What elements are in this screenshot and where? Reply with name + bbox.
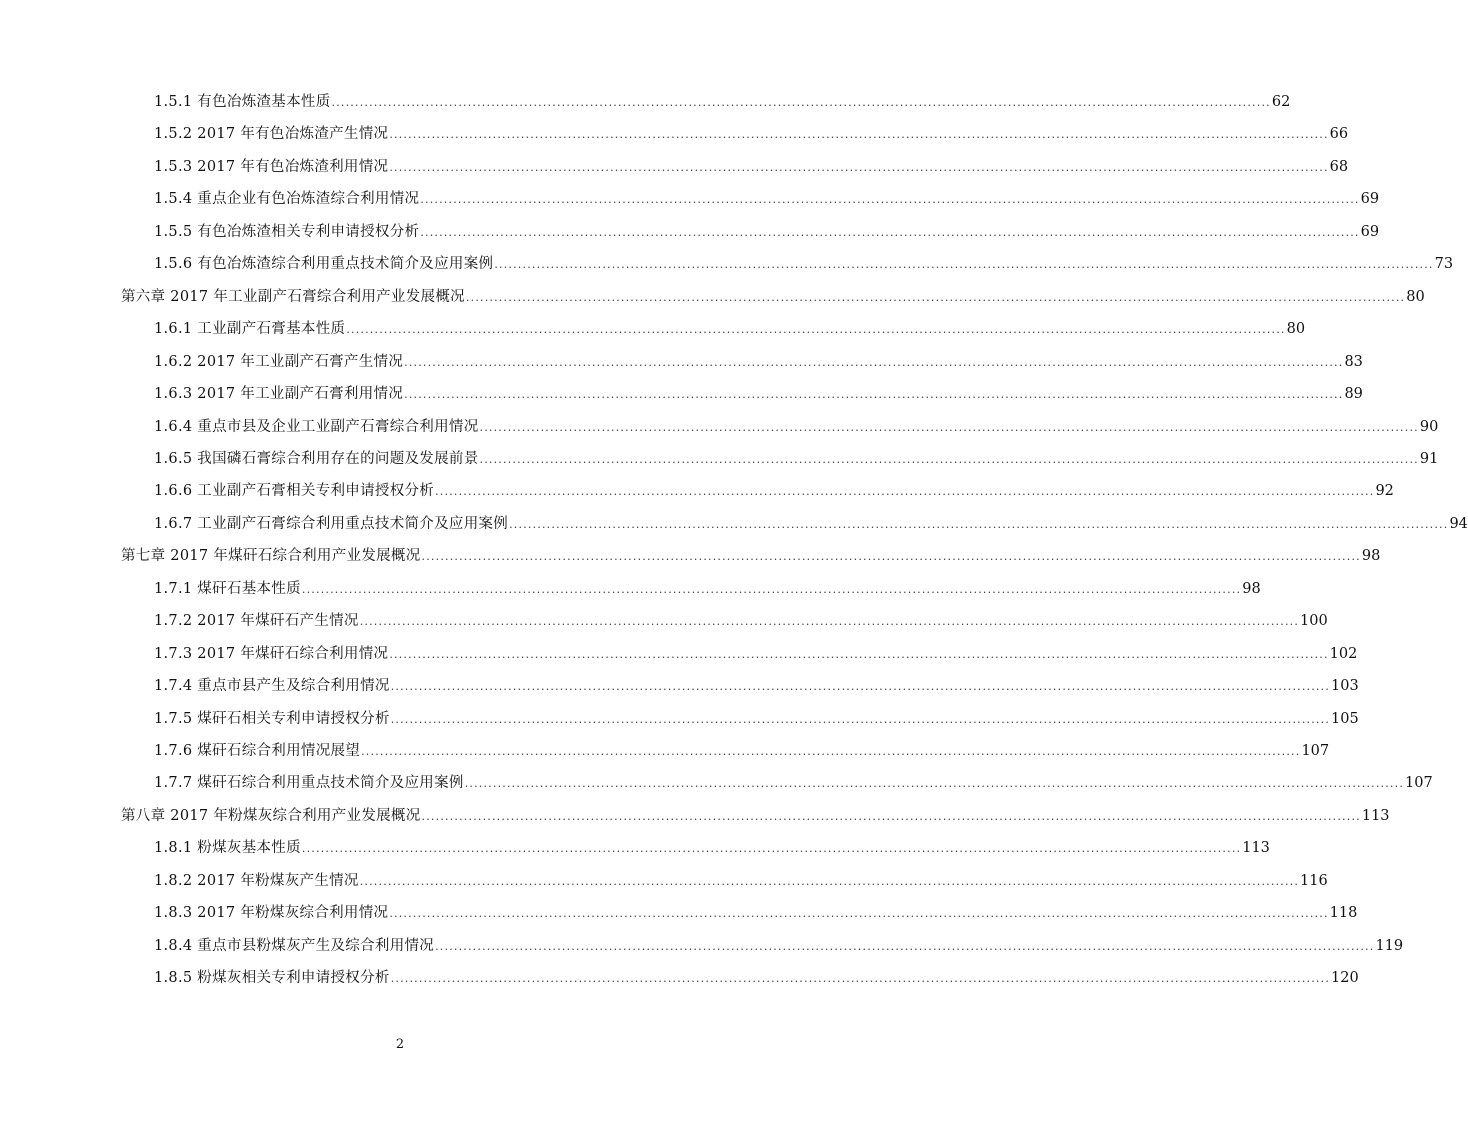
- toc-entry-title: 1.7.3 2017 年煤矸石综合利用情况: [154, 646, 389, 662]
- toc-entry-title: 1.5.1 有色冶炼渣基本性质: [154, 94, 331, 110]
- toc-entry-title: 1.8.5 粉煤灰相关专利申请授权分析: [154, 970, 390, 986]
- toc-entry-page-number: 102: [1329, 646, 1358, 662]
- toc-dot-leader: ........................................................................................................................................................................................................: [509, 518, 1449, 531]
- toc-dot-leader: ........................................................................................................................................................................................................: [301, 842, 1242, 855]
- toc-entry-page-number: 90: [1419, 419, 1439, 435]
- toc-dot-leader: ........................................................................................................................................................................................................: [464, 777, 1405, 790]
- toc-section-entry[interactable]: [154, 675, 1359, 697]
- toc-dot-leader: ........................................................................................................................................................................................................: [389, 907, 1329, 920]
- toc-entry-page-number: 119: [1375, 938, 1404, 954]
- toc-dot-leader: ........................................................................................................................................................................................................: [420, 193, 1360, 206]
- toc-entry-title: 1.8.1 粉煤灰基本性质: [154, 840, 301, 856]
- toc-entry-page-number: 68: [1329, 159, 1349, 175]
- toc-entry-title: 第七章 2017 年煤矸石综合利用产业发展概况: [121, 548, 421, 564]
- toc-entry-page-number: 100: [1300, 613, 1328, 629]
- toc-section-entry[interactable]: [154, 902, 1358, 924]
- toc-entry-title: 1.6.1 工业副产石膏基本性质: [154, 321, 346, 337]
- toc-entry-title: 1.6.6 工业副产石膏相关专利申请授权分析: [154, 483, 435, 499]
- toc-entry-title: 1.8.3 2017 年粉煤灰综合利用情况: [154, 905, 389, 921]
- toc-dot-leader: ........................................................................................................................................................................................................: [361, 745, 1301, 758]
- toc-section-entry[interactable]: [154, 253, 1454, 275]
- toc-entry-page-number: 69: [1360, 224, 1380, 240]
- toc-entry-title: 1.6.2 2017 年工业副产石膏产生情况: [154, 354, 404, 370]
- toc-section-entry[interactable]: [154, 318, 1306, 340]
- toc-entry-page-number: 94: [1449, 516, 1468, 532]
- toc-entry-title: 1.6.5 我国磷石膏综合利用存在的问题及发展前景: [154, 451, 479, 467]
- toc-entry-title: 1.7.1 煤矸石基本性质: [154, 581, 301, 597]
- toc-section-entry[interactable]: [154, 610, 1328, 632]
- toc-dot-leader: ........................................................................................................................................................................................................: [390, 713, 1331, 726]
- toc-entry-page-number: 92: [1375, 483, 1394, 499]
- toc-section-entry[interactable]: [154, 967, 1359, 989]
- toc-entry-page-number: 62: [1271, 94, 1291, 110]
- toc-dot-leader: ........................................................................................................................................................................................................: [404, 356, 1344, 369]
- toc-dot-leader: ........................................................................................................................................................................................................: [346, 323, 1286, 336]
- toc-dot-leader: ........................................................................................................................................................................................................: [389, 128, 1329, 141]
- toc-entry-title: 第八章 2017 年粉煤灰综合利用产业发展概况: [121, 808, 421, 824]
- toc-entry-title: 1.5.5 有色冶炼渣相关专利申请授权分析: [154, 224, 420, 240]
- toc-entry-page-number: 105: [1331, 711, 1359, 727]
- toc-section-entry[interactable]: [154, 643, 1358, 665]
- toc-dot-leader: ........................................................................................................................................................................................................: [390, 972, 1331, 985]
- toc-entry-page-number: 80: [1286, 321, 1306, 337]
- page-number: 2: [395, 1037, 405, 1052]
- toc-chapter-entry[interactable]: [121, 805, 1390, 827]
- toc-entry-title: 1.7.5 煤矸石相关专利申请授权分析: [154, 711, 390, 727]
- toc-chapter-entry[interactable]: [121, 545, 1381, 567]
- toc-dot-leader: ........................................................................................................................................................................................................: [421, 810, 1361, 823]
- toc-entry-title: 1.5.4 重点企业有色冶炼渣综合利用情况: [154, 191, 420, 207]
- toc-dot-leader: ........................................................................................................................................................................................................: [421, 550, 1361, 563]
- toc-section-entry[interactable]: [154, 416, 1439, 438]
- toc-section-entry[interactable]: [154, 870, 1328, 892]
- toc-entry-page-number: 98: [1361, 548, 1381, 564]
- toc-entry-page-number: 103: [1331, 678, 1359, 694]
- toc-section-entry[interactable]: [154, 188, 1380, 210]
- toc-dot-leader: ........................................................................................................................................................................................................: [359, 875, 1300, 888]
- toc-dot-leader: ........................................................................................................................................................................................................: [331, 96, 1271, 109]
- toc-entry-page-number: 91: [1419, 451, 1439, 467]
- toc-dot-leader: ........................................................................................................................................................................................................: [479, 453, 1419, 466]
- toc-entry-page-number: 116: [1300, 873, 1328, 889]
- toc-entry-page-number: 83: [1344, 354, 1363, 370]
- toc-entry-page-number: 113: [1242, 840, 1270, 856]
- toc-section-entry[interactable]: [154, 123, 1349, 145]
- toc-dot-leader: ........................................................................................................................................................................................................: [479, 421, 1419, 434]
- toc-dot-leader: ........................................................................................................................................................................................................: [301, 583, 1242, 596]
- toc-entry-title: 1.6.4 重点市县及企业工业副产石膏综合利用情况: [154, 419, 479, 435]
- toc-section-entry[interactable]: [154, 740, 1330, 762]
- toc-dot-leader: ........................................................................................................................................................................................................: [404, 388, 1344, 401]
- toc-entry-page-number: 80: [1406, 289, 1425, 305]
- toc-entry-title: 第六章 2017 年工业副产石膏综合利用产业发展概况: [121, 289, 465, 305]
- toc-section-entry[interactable]: [154, 221, 1380, 243]
- toc-entry-page-number: 107: [1301, 743, 1330, 759]
- toc-dot-leader: ........................................................................................................................................................................................................: [389, 648, 1329, 661]
- toc-section-entry[interactable]: [154, 383, 1363, 405]
- toc-dot-leader: ........................................................................................................................................................................................................: [390, 680, 1331, 693]
- toc-chapter-entry[interactable]: [121, 286, 1425, 308]
- toc-entry-title: 1.5.3 2017 年有色冶炼渣利用情况: [154, 159, 389, 175]
- toc-section-entry[interactable]: [154, 837, 1270, 859]
- toc-dot-leader: ........................................................................................................................................................................................................: [435, 940, 1375, 953]
- toc-section-entry[interactable]: [154, 91, 1291, 113]
- toc-section-entry[interactable]: [154, 935, 1404, 957]
- toc-dot-leader: ........................................................................................................................................................................................................: [465, 291, 1406, 304]
- toc-entry-title: 1.7.7 煤矸石综合利用重点技术简介及应用案例: [154, 775, 464, 791]
- toc-entry-title: 1.7.2 2017 年煤矸石产生情况: [154, 613, 359, 629]
- toc-entry-title: 1.5.6 有色冶炼渣综合利用重点技术简介及应用案例: [154, 256, 494, 272]
- toc-entry-title: 1.6.3 2017 年工业副产石膏利用情况: [154, 386, 404, 402]
- toc-entry-title: 1.8.2 2017 年粉煤灰产生情况: [154, 873, 359, 889]
- toc-section-entry[interactable]: [154, 772, 1433, 794]
- toc-entry-page-number: 69: [1360, 191, 1380, 207]
- toc-entry-page-number: 107: [1405, 775, 1433, 791]
- toc-section-entry[interactable]: [154, 448, 1439, 470]
- toc-entry-page-number: 66: [1329, 126, 1349, 142]
- toc-entry-page-number: 113: [1361, 808, 1390, 824]
- toc-entry-page-number: 73: [1434, 256, 1454, 272]
- toc-section-entry[interactable]: [154, 156, 1349, 178]
- toc-dot-leader: ........................................................................................................................................................................................................: [359, 615, 1300, 628]
- toc-entry-title: 1.5.2 2017 年有色冶炼渣产生情况: [154, 126, 389, 142]
- toc-section-entry[interactable]: [154, 578, 1261, 600]
- toc-entry-title: 1.8.4 重点市县粉煤灰产生及综合利用情况: [154, 938, 435, 954]
- toc-dot-leader: ........................................................................................................................................................................................................: [435, 485, 1375, 498]
- toc-entry-title: 1.6.7 工业副产石膏综合利用重点技术简介及应用案例: [154, 516, 509, 532]
- toc-entry-title: 1.7.6 煤矸石综合利用情况展望: [154, 743, 361, 759]
- toc-entry-page-number: 118: [1329, 905, 1358, 921]
- toc-entry-title: 1.7.4 重点市县产生及综合利用情况: [154, 678, 390, 694]
- toc-dot-leader: ........................................................................................................................................................................................................: [494, 258, 1434, 271]
- toc-entry-page-number: 89: [1344, 386, 1363, 402]
- toc-dot-leader: ........................................................................................................................................................................................................: [420, 226, 1360, 239]
- toc-section-entry[interactable]: [154, 351, 1363, 373]
- toc-section-entry[interactable]: [154, 513, 1468, 535]
- toc-dot-leader: ........................................................................................................................................................................................................: [389, 161, 1329, 174]
- toc-entry-page-number: 98: [1242, 581, 1261, 597]
- toc-section-entry[interactable]: [154, 480, 1394, 502]
- toc-section-entry[interactable]: [154, 708, 1359, 730]
- toc-entry-page-number: 120: [1331, 970, 1359, 986]
